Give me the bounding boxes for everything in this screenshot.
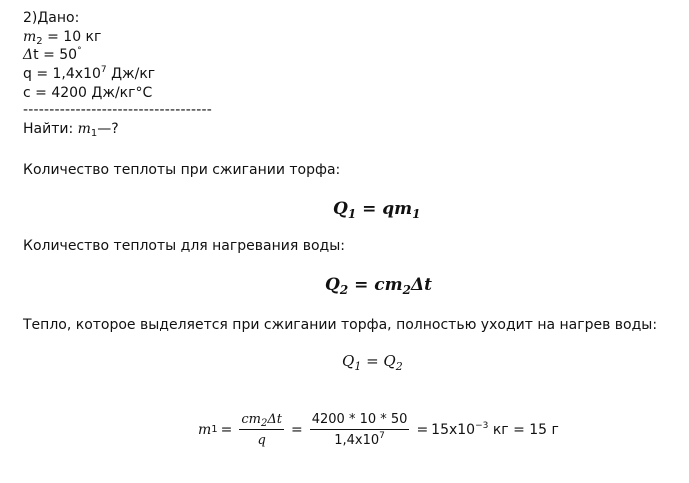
result-exp: −3: [475, 421, 489, 431]
equation-q1-qm1: [333, 199, 421, 219]
eq2-cm-sub: 2: [402, 283, 411, 297]
eq1-qm-sub: 1: [412, 207, 421, 221]
fraction-numeric: [310, 412, 410, 448]
frac1-dt: Δt: [267, 412, 282, 427]
eq3-equals: =: [361, 352, 384, 370]
fraction-symbolic: [239, 412, 284, 448]
eq3-q2-sub: 2: [395, 360, 403, 373]
given-m2: [23, 28, 101, 46]
fraction-symbolic-numerator: [239, 412, 284, 429]
given-dt: [23, 46, 82, 64]
given-header: 2)Дано:: [23, 10, 80, 26]
frac1-cm-sub: 2: [261, 418, 268, 429]
find-label: Найти:: [23, 121, 78, 137]
equation-q2-cm2dt: [325, 275, 432, 295]
q-exponent: 7: [100, 65, 107, 75]
eq2-cm: cm: [374, 275, 403, 295]
fraction-numeric-denominator: [332, 430, 387, 448]
eq2-equals: =: [348, 275, 375, 295]
final-calculation: m 1 = $\frac{cm_2\Delta t}{q}$ = $\frac{4200 * 10 * 50}{1,4х10^7}$ = $15х10^{-3}$ кг = 15 г: [198, 412, 559, 448]
eq1-qm: qm: [382, 199, 413, 219]
final-equals-3: =: [416, 422, 429, 438]
degree-sign: °: [77, 46, 82, 56]
eq3-q2: Q: [383, 352, 396, 370]
final-equals-1: =: [220, 422, 233, 438]
eq2-q-sub: 2: [339, 283, 349, 297]
fraction-numeric-numerator: 4200 * 10 * 50: [311, 412, 408, 427]
find-question: —?: [97, 121, 119, 137]
section1-text: Количество теплоты при сжигании торфа:: [23, 162, 341, 178]
result-base: 15х10: [431, 422, 476, 438]
final-equals-2: =: [291, 422, 303, 438]
dt-value: t = 50: [33, 47, 78, 63]
eq2-q: Q: [325, 275, 340, 295]
eq1-q: Q: [333, 199, 348, 219]
m1-symbol: m: [77, 121, 91, 137]
result-unit: кг = 15 г: [488, 422, 559, 438]
eq3-q1-sub: 1: [354, 360, 362, 373]
eq3-q1: Q: [342, 352, 355, 370]
m2-symbol: m: [23, 29, 37, 45]
frac1-cm: cm: [241, 412, 261, 427]
given-divider: ------------------------------------: [23, 102, 213, 118]
frac2-den-exp: 7: [379, 431, 385, 441]
section2-text: Количество теплоты для нагревания воды:: [23, 238, 345, 254]
m2-subscript: 2: [36, 36, 43, 47]
eq1-equals: =: [356, 199, 383, 219]
final-m1: m: [198, 422, 212, 438]
find-line: [23, 120, 119, 138]
final-result: [431, 422, 559, 438]
m1-subscript: 1: [90, 128, 98, 139]
eq1-q-sub: 1: [347, 207, 357, 221]
q-value: q = 1,4х10: [23, 66, 101, 82]
frac2-den-base: 1,4х10: [334, 433, 380, 448]
eq2-dt: Δt: [410, 275, 433, 295]
equation-q1-q2: [342, 352, 403, 373]
fraction-symbolic-denominator: q: [257, 433, 266, 448]
section3-text: Тепло, которое выделяется при сжигании торфа, полностью уходит на нагрев воды:: [23, 317, 658, 333]
given-c: с = 4200 Дж/кг°С: [23, 85, 153, 101]
delta-symbol: Δ: [23, 47, 34, 63]
m2-value: = 10 кг: [42, 29, 102, 45]
q-unit: Дж/кг: [106, 66, 156, 82]
given-q: [23, 65, 155, 83]
